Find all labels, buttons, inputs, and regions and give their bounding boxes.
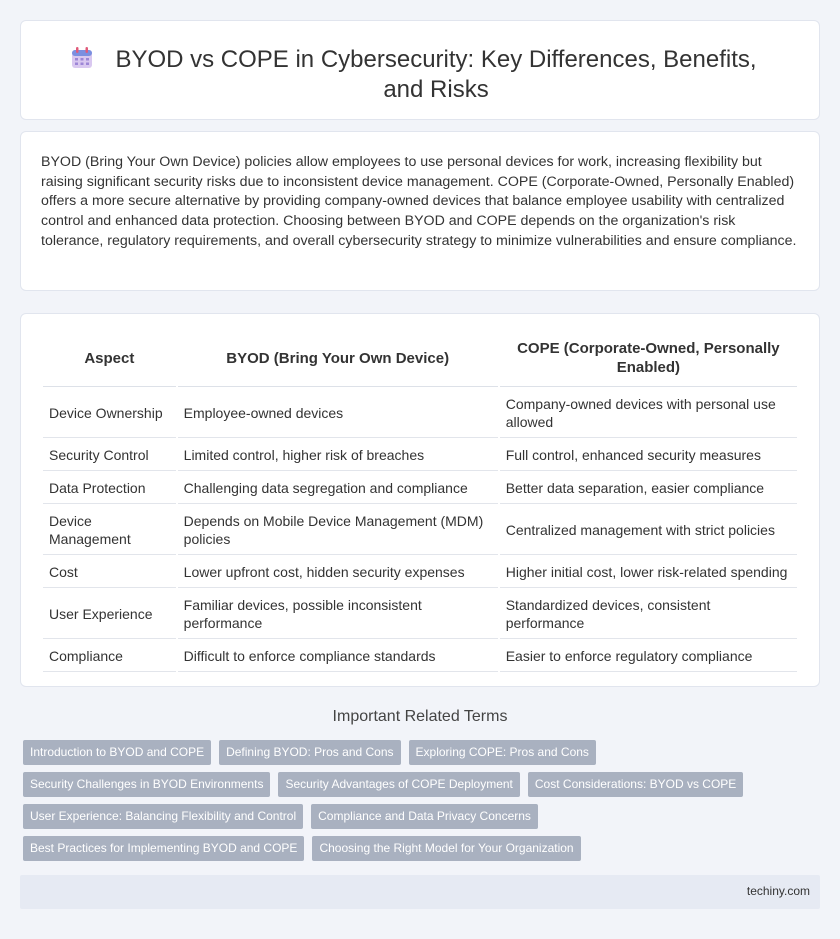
table-row — [43, 557, 797, 588]
byod-cell: Employee-owned devices — [178, 389, 498, 438]
byod-cell: Difficult to enforce compliance standards — [178, 641, 498, 672]
header-aspect: Aspect — [43, 330, 176, 387]
related-terms-list — [23, 740, 823, 861]
table-row — [43, 440, 797, 471]
table-header-row — [43, 330, 797, 387]
intro-card — [20, 131, 820, 291]
aspect-cell: Device Ownership — [43, 389, 176, 438]
related-terms-title: Important Related Terms — [332, 708, 508, 725]
comparison-table-card — [20, 313, 820, 687]
header-card — [20, 20, 820, 120]
comparison-table — [41, 328, 799, 674]
aspect-cell: Device Management — [43, 506, 176, 555]
cope-cell: Better data separation, easier compliance — [500, 473, 797, 504]
cope-cell: Centralized management with strict policies — [500, 506, 797, 555]
related-term-tag[interactable]: Compliance and Data Privacy Concerns — [311, 804, 538, 829]
aspect-cell: Cost — [43, 557, 176, 588]
header-cope: COPE (Corporate-Owned, Personally Enabled) — [500, 330, 797, 387]
aspect-cell: Security Control — [43, 440, 176, 471]
related-term-tag[interactable]: Defining BYOD: Pros and Cons — [219, 740, 400, 765]
page-title: BYOD vs COPE in Cybersecurity: Key Differences, Benefits, and Risks — [115, 46, 757, 103]
byod-cell: Challenging data segregation and compliance — [178, 473, 498, 504]
cope-cell: Easier to enforce regulatory compliance — [500, 641, 797, 672]
byod-cell: Depends on Mobile Device Management (MDM) policies — [178, 506, 498, 555]
footer-site-name[interactable]: techiny.com — [746, 884, 810, 898]
table-row — [43, 641, 797, 672]
header-byod: BYOD (Bring Your Own Device) — [178, 330, 498, 387]
table-row — [43, 506, 797, 555]
aspect-cell: Data Protection — [43, 473, 176, 504]
table-row — [43, 590, 797, 639]
related-term-tag[interactable]: Security Advantages of COPE Deployment — [278, 772, 519, 797]
byod-cell: Limited control, higher risk of breaches — [178, 440, 498, 471]
footer — [20, 875, 820, 909]
related-term-tag[interactable]: Cost Considerations: BYOD vs COPE — [528, 772, 743, 797]
related-term-tag[interactable]: Exploring COPE: Pros and Cons — [409, 740, 596, 765]
cope-cell: Higher initial cost, lower risk-related spending — [500, 557, 797, 588]
byod-cell: Lower upfront cost, hidden security expenses — [178, 557, 498, 588]
related-term-tag[interactable]: Introduction to BYOD and COPE — [23, 740, 211, 765]
cope-cell: Full control, enhanced security measures — [500, 440, 797, 471]
table-row — [43, 473, 797, 504]
cope-cell: Standardized devices, consistent performance — [500, 590, 797, 639]
aspect-cell: User Experience — [43, 590, 176, 639]
related-term-tag[interactable]: Best Practices for Implementing BYOD and COPE — [23, 836, 304, 861]
related-term-tag[interactable]: Choosing the Right Model for Your Organization — [312, 836, 580, 861]
table-row — [43, 389, 797, 438]
related-term-tag[interactable]: User Experience: Balancing Flexibility and Control — [23, 804, 303, 829]
cope-cell: Company-owned devices with personal use allowed — [500, 389, 797, 438]
aspect-cell: Compliance — [43, 641, 176, 672]
related-term-tag[interactable]: Security Challenges in BYOD Environments — [23, 772, 270, 797]
byod-cell: Familiar devices, possible inconsistent performance — [178, 590, 498, 639]
intro-paragraph: BYOD (Bring Your Own Device) policies allow employees to use personal devices for work, increasing flexibility but raising significant security risks due to inconsistent device management. COPE (Corporate-Owned, Personally Enabled) offers a more secure alternative by providing company-owned devices that balance employee usability with centralized control and enhanced data protection. Choosing between BYOD and COPE depends on the organization's risk tolerance, regulatory requirements, and overall cybersecurity strategy to minimize vulnerabilities and ensure compliance. — [41, 154, 797, 249]
